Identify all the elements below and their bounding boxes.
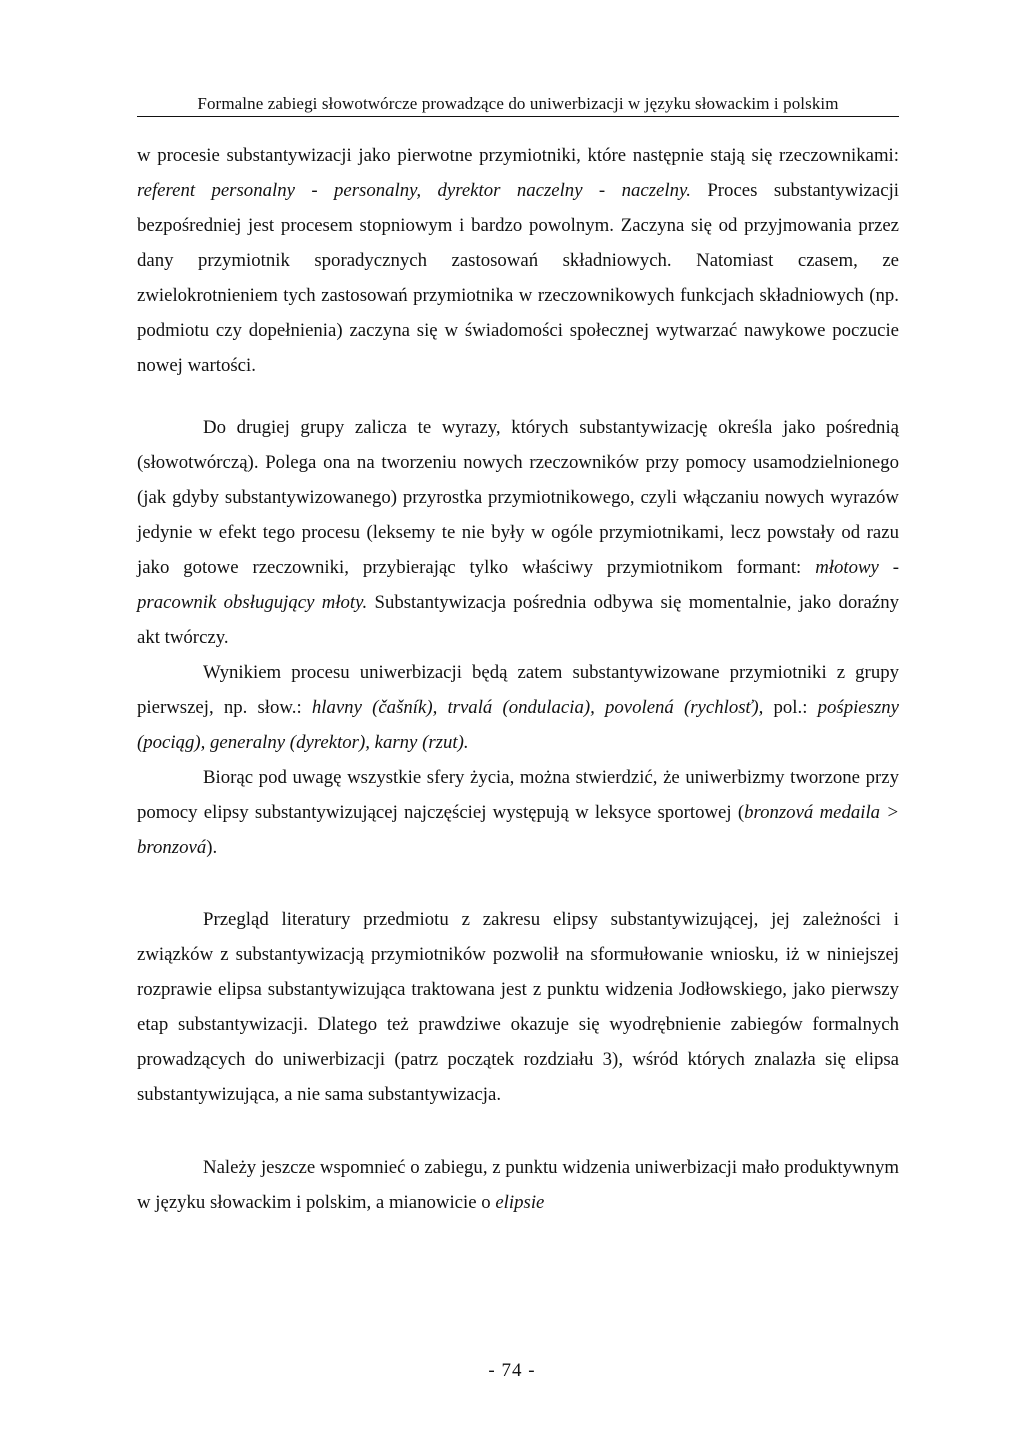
paragraph-2-text-b: Substantywizacja pośrednia odbywa się momentalnie, jako doraźny akt twórczy. — [137, 592, 899, 648]
paragraph-4-example: bronzová medaila > bronzová — [137, 802, 900, 858]
paragraph-5-text: Przegląd literatury przedmiotu z zakresu elipsy substantywizującej, jej zależności i związków z substantywizacją przymiotników pozwolił na sformułowanie wniosku, iż w niniejszej rozprawie elipsa substantywizująca traktowana jest z punktu widzenia Jodłowskiego, jako pierwszy etap substantywizacji. Dlatego też prawdziwe okazuje się wyodrębnienie zabiegów formalnych prowadzących do uniwerbizacji (patrz początek rozdziału 3), wśród których znalazła się elipsa substantywizująca, a nie sama substantywizacja. — [137, 909, 899, 1105]
paragraph-1-example: referent personalny - personalny, dyrektor naczelny - naczelny. — [137, 180, 691, 201]
paragraph-2-text-a: Do drugiej grupy zalicza te wyrazy, których substantywizację określa jako pośrednią (słowotwórczą). Polega ona na tworzeniu nowych rzeczowników przy pomocy usamodzielnionego (jak gdyby substantywizowanego) przyrostka przymiotnikowego, czyli włączaniu nowych wyrazów jedynie w efekt tego procesu (leksemy te nie były w ogóle przymiotnikami, lecz powstały od razu jako gotowe rzeczowniki, przybierając tylko właściwy przymiotnikom formant: — [137, 417, 899, 578]
paragraph-3-example-polish: pośpieszny (pociąg), generalny (dyrektor), karny (rzut). — [137, 697, 899, 753]
paragraph-5 — [137, 902, 899, 1112]
paragraph-6-text: Należy jeszcze wspomnieć o zabiegu, z punktu widzenia uniwerbizacji mało produktywnym w języku słowackim i polskim, a mianowicie o — [137, 1157, 899, 1213]
paragraph-4-text-a: Biorąc pod uwagę wszystkie sfery życia, można stwierdzić, że uniwerbizmy tworzone przy pomocy elipsy substantywizującej najczęściej występują w leksyce sportowej ( — [137, 767, 899, 823]
paragraph-3-example-slovak: hlavny (čašník), trvalá (ondulacia), povolená (rychlosť), — [311, 697, 764, 718]
paragraph-6 — [137, 1150, 899, 1220]
paragraph-4 — [137, 760, 899, 865]
paragraph-1-text-b: Proces substantywizacji bezpośredniej jest procesem stopniowym i bardzo powolnym. Zaczyna się od przyjmowania przez dany przymiotnik sporadycznych zastosowań składniowych. Natomiast czasem, ze zwielokrotnieniem tych zastosowań przymiotnika w rzeczownikowych funkcjach składniowych (np. podmiotu czy dopełnienia) zaczyna się w świadomości społecznej wytwarzać nawykowe poczucie nowej wartości. — [137, 180, 900, 376]
paragraph-4-text-b: ). — [206, 837, 218, 858]
paragraph-6-term: elipsie — [495, 1192, 545, 1213]
body-text — [137, 138, 899, 1220]
running-header: Formalne zabiegi słowotwórcze prowadzące do uniwerbizacji w języku słowackim i polskim — [137, 94, 899, 117]
paragraph-1-text-a: w procesie substantywizacji jako pierwotne przymiotniki, które następnie stają się rzeczownikami: — [137, 145, 899, 166]
paragraph-1 — [137, 138, 899, 383]
paragraph-3 — [137, 655, 899, 760]
paragraph-3-text-b: pol.: — [763, 697, 818, 718]
paragraph-2-example: młotowy - pracownik obsługujący młoty. — [137, 557, 900, 613]
page-number: - 74 - — [488, 1360, 536, 1381]
paragraph-2 — [137, 410, 899, 655]
paragraph-3-text-a: Wynikiem procesu uniwerbizacji będą zatem substantywizowane przymiotniki z grupy pierwszej, np. słow.: — [137, 662, 899, 718]
